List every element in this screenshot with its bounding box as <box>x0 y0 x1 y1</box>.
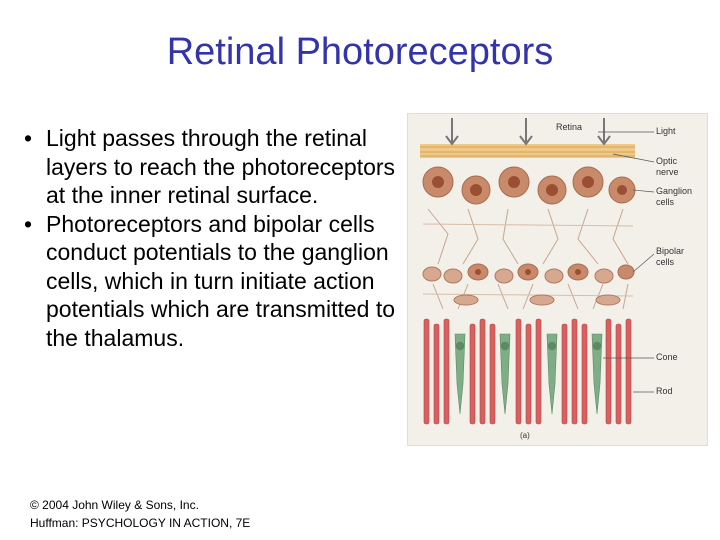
panel-label: (a) <box>520 431 530 440</box>
bullet-item <box>22 210 402 353</box>
light-label: Light <box>656 126 676 136</box>
dendrite-network <box>423 209 633 309</box>
bullet-item <box>22 124 402 210</box>
ganglion-cells <box>423 167 635 204</box>
bullet-list <box>22 124 402 352</box>
source-line: Huffman: PSYCHOLOGY IN ACTION, 7E <box>30 516 251 530</box>
bipolar-cells-label: Bipolar cells <box>656 246 685 267</box>
rod-label: Rod <box>656 386 673 396</box>
bullet-text: Photoreceptors and bipolar cells conduct potentials to the ganglion cells, which in turn initiate action potentials which are transmitted to the thalamus. <box>46 210 396 351</box>
cone-label: Cone <box>656 352 678 362</box>
bullet-text: Light passes through the retinal layers to reach the photoreceptors at the inner retinal surface. <box>46 125 396 208</box>
slide-title: Retinal Photoreceptors <box>166 31 554 73</box>
ganglion-cells-label: Ganglion cells <box>656 186 693 207</box>
retina-label: Retina <box>556 122 583 132</box>
bullet-dot-icon: • <box>24 125 33 151</box>
light-arrows <box>446 118 610 144</box>
footer-credit <box>30 496 250 532</box>
bullet-dot-icon: • <box>24 210 33 237</box>
retina-illustration <box>407 113 708 446</box>
copyright-line: © 2004 John Wiley & Sons, Inc. <box>30 498 199 512</box>
optic-nerve-label: Optic nerve <box>656 156 679 177</box>
